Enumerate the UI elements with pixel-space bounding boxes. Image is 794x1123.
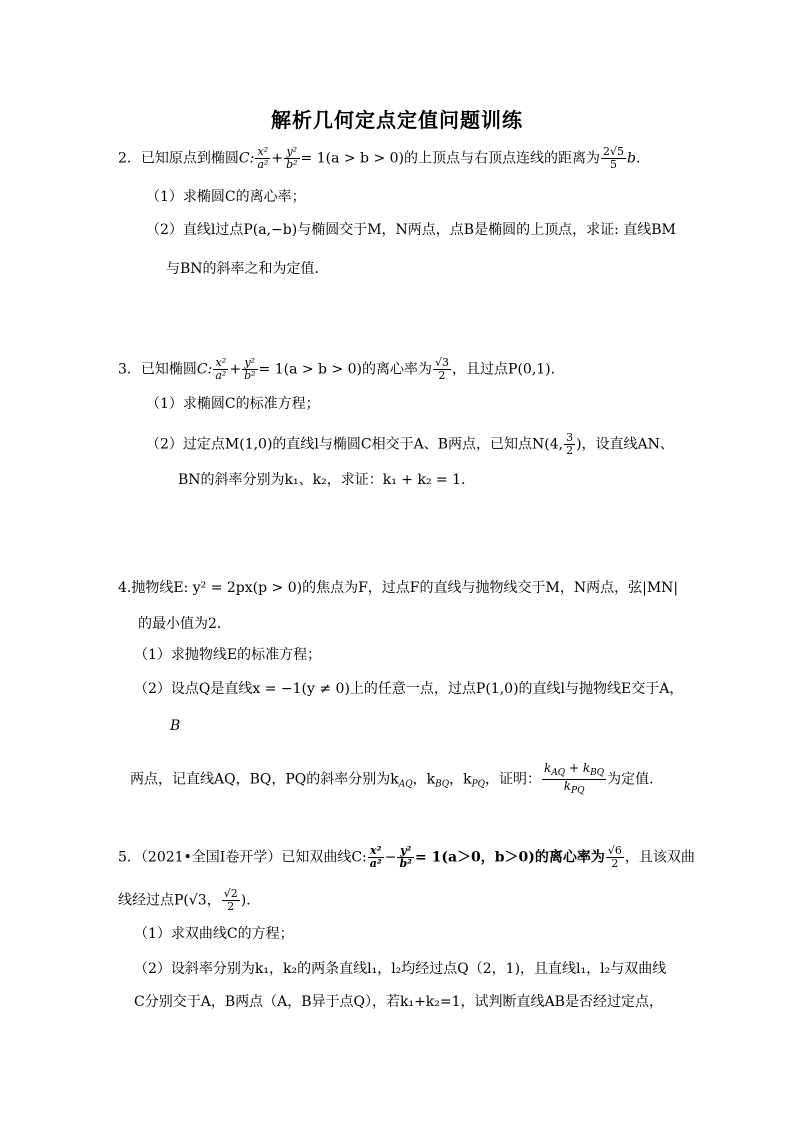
q4-stem-b: 的最小值为2．	[138, 616, 231, 632]
q4-part2c5: 为定值．	[607, 771, 664, 788]
q3-frac-x: $\frac{\text{x²}}{\text{a²}}$	[215, 356, 227, 382]
q3-stem-b: 的离心率为	[362, 361, 433, 378]
q4-part2c-text: 两点，记直线AQ，BQ，PQ的斜率分别为k	[130, 771, 399, 788]
q3-stem: 3．已知椭圆C: $\frac{\text{x²}}{\text{a²}}$ + $\frac{\text{y²}}{\text{b²}}$ = 1(a > b > 0)的离心率为 $\frac{√3}{2}$ ，且过点P(0,1)．	[118, 356, 565, 382]
q3-part2a	[146, 432, 674, 457]
q5-stem-f: )．	[240, 892, 261, 909]
q4-part2c3: ，k	[449, 771, 472, 788]
q4-part2a: （2）设点Q是直线x = −1(y ≠ 0)上的任意一点，过点P(1,0)的直线l与抛物线E交于A，	[134, 681, 684, 697]
q4-sub-pq: PQ	[471, 779, 486, 790]
q2-part2b: 与BN的斜率之和为定值．	[166, 261, 329, 277]
q2-stem: 2．已知原点到椭圆C: $\frac{\text{x²}}{\text{a²}}$ + $\frac{\text{y²}}{\text{b²}}$ = 1(a > b > 0)的上顶点与右顶点连线的距离为 $\frac{2√5}{5}$ b．	[118, 145, 650, 171]
q2-ellipse-tail: = 1(a > b > 0)	[300, 150, 405, 167]
q5-part1: （1）求双曲线C的方程；	[134, 926, 294, 942]
q5-stem-b: = 1(a＞0，b＞0)的离心率为	[414, 849, 605, 866]
q5-part2a: （2）设斜率分别为k₁，k₂的两条直线l₁，l₂均经过点Q（2，1)，且直线l₁，l₂与双曲线	[134, 961, 667, 977]
q2-part1: （1）求椭圆C的离心率；	[146, 189, 306, 205]
q3-ellipse-tail: = 1(a > b > 0)	[258, 361, 363, 378]
q4-frac-ratio: $\frac{k_{AQ} + k_{BQ}}{k_{PQ}}$	[544, 761, 605, 796]
q4-sub-bq: BQ	[435, 779, 450, 790]
q4-part2c4: ，证明：	[485, 771, 542, 788]
q2-part2a: （2）直线l过点P(a,−b)与椭圆交于M，N两点，点B是椭圆的上顶点，求证: 直线BM	[146, 222, 676, 238]
q4-part1: （1）求抛物线E的标准方程；	[134, 647, 322, 663]
q4-part2b: B	[170, 718, 181, 734]
q2-frac-x: $\frac{\text{x²}}{\text{a²}}$	[257, 145, 269, 171]
q5-frac-y: $\frac{\text{y²}}{\text{b²}}$	[399, 844, 412, 870]
q3-part2a-end: )，设直线AN、	[576, 436, 674, 453]
q3-part2b: BN的斜率分别为k₁、k₂，求证：k₁ + k₂ = 1．	[178, 472, 476, 488]
q4-stem-a: 4.抛物线E: y² = 2px(p > 0)的焦点为F，过点F的直线与抛物线交于M，N两点，弦|MN|	[118, 580, 679, 596]
page-title: 解析几何定点定值问题训练	[271, 108, 523, 132]
q2-b: b	[627, 150, 636, 167]
q5-stem-d: 线经过点P(	[118, 892, 189, 909]
q3-part2a-text: （2）过定点M(1,0)的直线l与椭圆C相交于A、B两点，已知点N(4,	[146, 436, 564, 453]
q5-stem-a: 5．（2021•全国Ⅰ卷开学）已知双曲线C:	[118, 849, 367, 866]
q3-frac-y: $\frac{\text{y²}}{\text{b²}}$	[244, 356, 256, 382]
q4-part2c	[130, 762, 663, 797]
q5-frac-x: $\frac{\text{x²}}{\text{a²}}$	[369, 844, 382, 870]
q5-sqrt3: √3	[188, 892, 207, 909]
q5-stem-line2	[118, 888, 260, 913]
q3-stem-c: ，且过点P(0,1)．	[452, 361, 565, 378]
q5-stem-c: ，且该双曲	[624, 849, 695, 866]
q5-frac-ecc: $\frac{√6}{2}$	[607, 844, 622, 870]
q2-c-label: C:	[238, 150, 255, 167]
q3-c-label: C:	[196, 361, 213, 378]
q4-part2c2: ，k	[412, 771, 436, 788]
q5-stem-e: ，	[206, 892, 221, 909]
q4-sub-aq: AQ	[398, 779, 413, 790]
q3-frac-ecc: $\frac{√3}{2}$	[435, 356, 450, 382]
q3-frac-n: $\frac{3}{2}$	[566, 431, 574, 457]
q5-part2b: C分别交于A，B两点（A，B异于点Q），若k₁+k₂=1，试判断直线AB是否经过定点，	[134, 994, 663, 1010]
q2-stem-c: ．	[636, 150, 650, 167]
q5-frac-py: $\frac{√2}{2}$	[223, 887, 238, 913]
q3-stem-a: 3．已知椭圆	[118, 361, 197, 378]
q2-frac-dist: $\frac{2√5}{5}$	[603, 145, 625, 171]
q2-stem-b: 的上顶点与右顶点连线的距离为	[404, 150, 601, 167]
q2-stem-a: 2．已知原点到椭圆	[118, 150, 239, 167]
q2-frac-y: $\frac{\text{y²}}{\text{b²}}$	[286, 145, 298, 171]
q3-part1: （1）求椭圆C的标准方程；	[146, 396, 320, 412]
q5-stem-line1: 5．（2021•全国Ⅰ卷开学）已知双曲线C: $\frac{\text{x²}}{\text{a²}}$ − $\frac{\text{y²}}{\text{b²}}$ = 1(a＞0，b＞0)的离心率为 $\frac{√6}{2}$ ，且该双曲	[118, 844, 695, 870]
